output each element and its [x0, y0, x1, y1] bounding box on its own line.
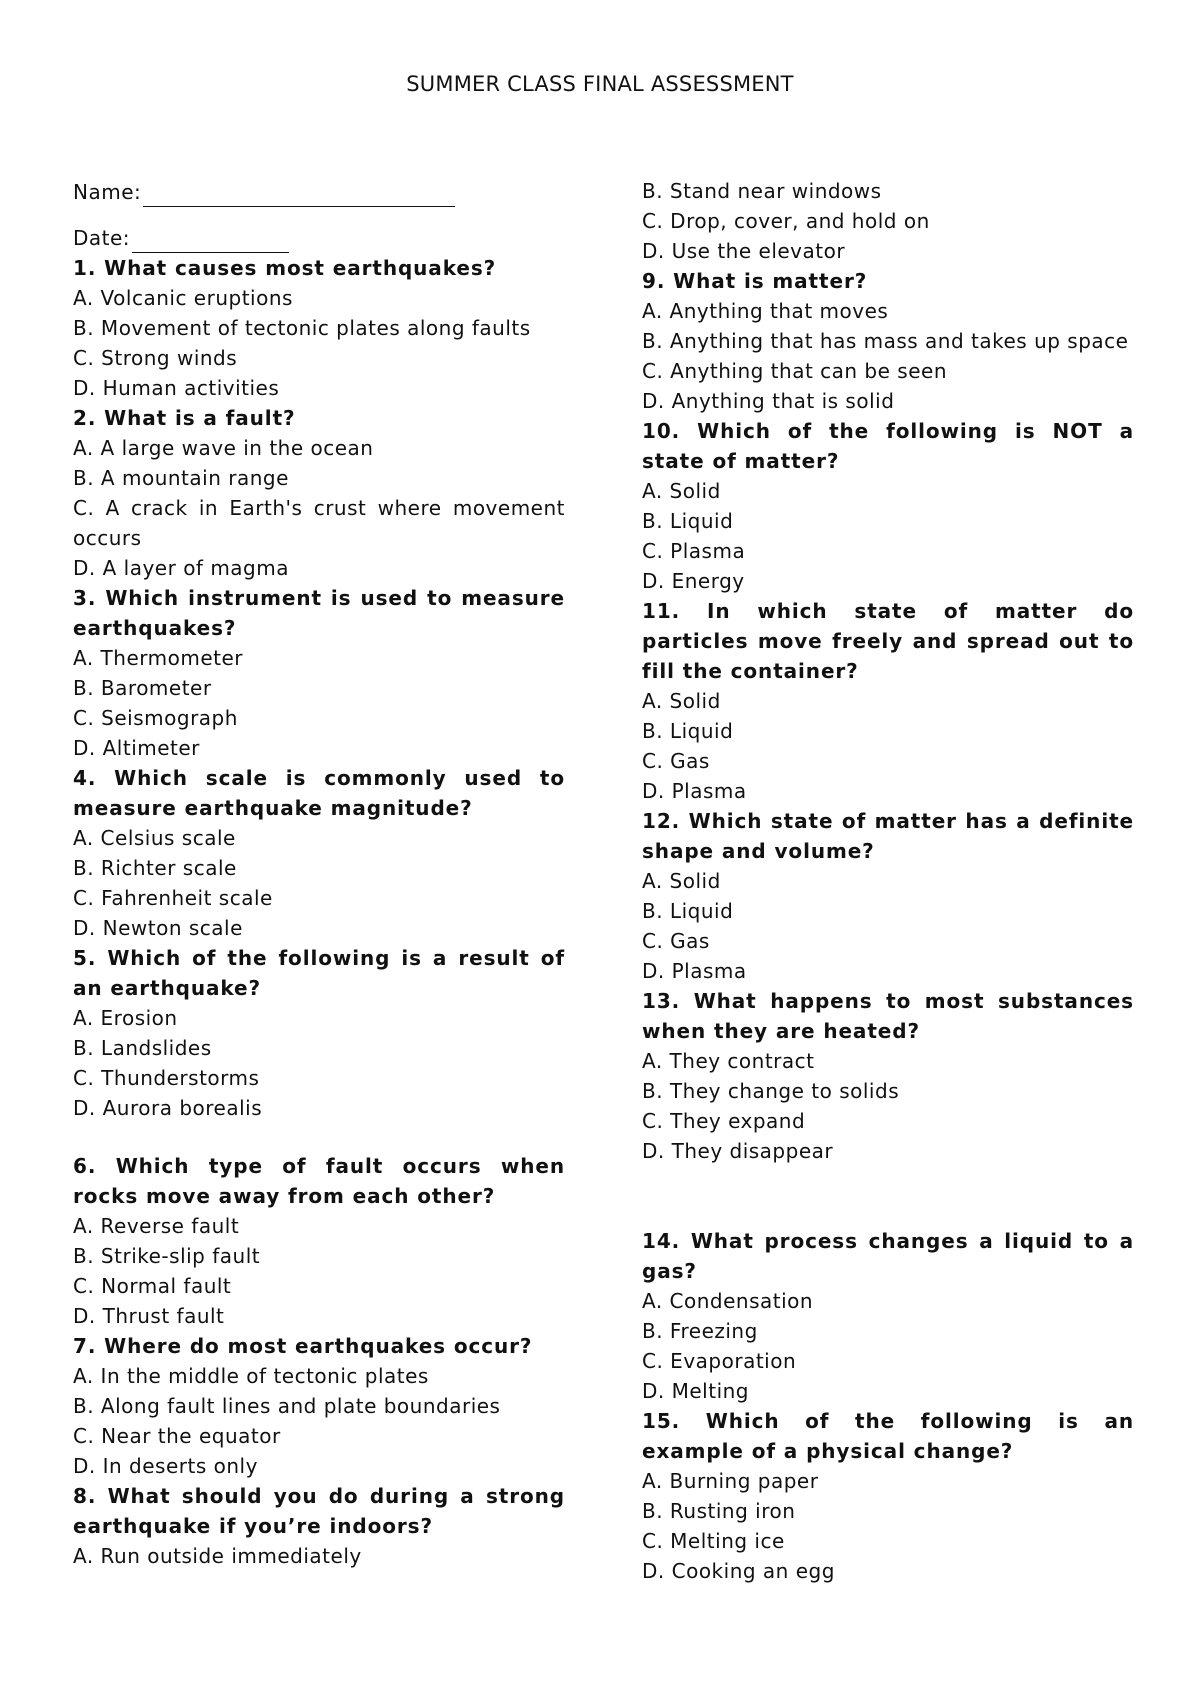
answer-option: C. Gas	[642, 749, 710, 773]
left-column	[73, 161, 565, 1571]
answer-option: A. Reverse fault	[73, 1214, 240, 1238]
answer-option: D. Cooking an egg	[642, 1559, 835, 1583]
answer-option: D. Newton scale	[73, 916, 243, 940]
answer-option: B. Liquid	[642, 509, 734, 533]
answer-option: B. Stand near windows	[642, 179, 882, 203]
question-block	[73, 943, 565, 1123]
question-text: 5. Which of the following is a result of an earthquake?	[73, 946, 565, 1000]
answer-option: A. Solid	[642, 689, 721, 713]
answer-option: A. They contract	[642, 1049, 815, 1073]
question-text: 1. What causes most earthquakes?	[73, 256, 497, 280]
name-label: Name:	[73, 180, 142, 204]
answer-option: C. Anything that can be seen	[642, 359, 947, 383]
answer-option: B. Richter scale	[73, 856, 237, 880]
question-text: 12. Which state of matter has a definite shape and volume?	[642, 809, 1134, 863]
answer-option: B. Strike-slip fault	[73, 1244, 261, 1268]
answer-option: C. Melting ice	[642, 1529, 785, 1553]
blank-spacer	[73, 1123, 565, 1151]
date-label: Date:	[73, 226, 131, 250]
answer-option: C. A crack in Earth's crust where movement occurs	[73, 496, 565, 550]
blank-spacer	[642, 1166, 1134, 1226]
answer-option: D. Aurora borealis	[73, 1096, 263, 1120]
answer-option: A. Run outside immediately	[73, 1544, 362, 1568]
question-text: 11. In which state of matter do particles move freely and spread out to fill the container?	[642, 599, 1134, 683]
answer-option: A. Celsius scale	[73, 826, 236, 850]
name-blank-line[interactable]	[143, 184, 455, 207]
answer-option: A. Solid	[642, 869, 721, 893]
answer-option: C. Normal fault	[73, 1274, 232, 1298]
date-field	[73, 207, 565, 253]
answer-option: D. Plasma	[642, 779, 747, 803]
name-field	[73, 161, 565, 207]
question-text: 10. Which of the following is NOT a state of matter?	[642, 419, 1134, 473]
answer-option: B. Liquid	[642, 899, 734, 923]
question-block	[73, 763, 565, 943]
question-block	[642, 596, 1134, 806]
question-block	[642, 1226, 1134, 1406]
question-text: 14. What process changes a liquid to a gas?	[642, 1229, 1134, 1283]
answer-option: A. Burning paper	[642, 1469, 819, 1493]
answer-option: A. Condensation	[642, 1289, 814, 1313]
answer-option: D. A layer of magma	[73, 556, 289, 580]
answer-option: B. Anything that has mass and takes up space	[642, 329, 1129, 353]
answer-option: C. Thunderstorms	[73, 1066, 260, 1090]
answer-option: C. Plasma	[642, 539, 746, 563]
answer-option: A. A large wave in the ocean	[73, 436, 374, 460]
question-text: 8. What should you do during a strong earthquake if you’re indoors?	[73, 1484, 565, 1538]
right-column	[642, 176, 1134, 1586]
question-text: 4. Which scale is commonly used to measure earthquake magnitude?	[73, 766, 565, 820]
answer-option: D. Anything that is solid	[642, 389, 895, 413]
question-block	[73, 253, 565, 403]
answer-option: D. Thrust fault	[73, 1304, 225, 1328]
answer-option: A. Volcanic eruptions	[73, 286, 293, 310]
question-block	[642, 416, 1134, 596]
answer-option: B. Along fault lines and plate boundaries	[73, 1394, 501, 1418]
answer-option: B. Rusting iron	[642, 1499, 796, 1523]
answer-option: D. Use the elevator	[642, 239, 846, 263]
question-text: 9. What is matter?	[642, 269, 868, 293]
answer-option: B. They change to solids	[642, 1079, 900, 1103]
question-text: 3. Which instrument is used to measure earthquakes?	[73, 586, 565, 640]
answer-option: D. Energy	[642, 569, 745, 593]
question-block	[73, 1331, 565, 1481]
answer-option: A. In the middle of tectonic plates	[73, 1364, 429, 1388]
question-text: 15. Which of the following is an example of a physical change?	[642, 1409, 1134, 1463]
answer-option: C. Evaporation	[642, 1349, 797, 1373]
question-block	[642, 266, 1134, 416]
answer-option: D. Altimeter	[73, 736, 200, 760]
answer-option: C. They expand	[642, 1109, 806, 1133]
date-blank-line[interactable]	[132, 230, 289, 253]
question-text: 7. Where do most earthquakes occur?	[73, 1334, 533, 1358]
answer-option: D. Human activities	[73, 376, 280, 400]
answer-option: C. Fahrenheit scale	[73, 886, 273, 910]
question-text: 13. What happens to most substances when they are heated?	[642, 989, 1134, 1043]
answer-option: A. Anything that moves	[642, 299, 889, 323]
answer-option: A. Erosion	[73, 1006, 178, 1030]
question-block	[642, 1406, 1134, 1586]
answer-option: B. A mountain range	[73, 466, 289, 490]
answer-option: C. Seismograph	[73, 706, 238, 730]
answer-option: C. Near the equator	[73, 1424, 281, 1448]
answer-option: D. Plasma	[642, 959, 747, 983]
answer-option: A. Thermometer	[73, 646, 243, 670]
page-title: SUMMER CLASS FINAL ASSESSMENT	[406, 72, 794, 96]
question-block	[73, 1481, 565, 1571]
answer-option: B. Movement of tectonic plates along faults	[73, 316, 531, 340]
question-text: 2. What is a fault?	[73, 406, 296, 430]
question-block	[642, 806, 1134, 986]
question-block	[642, 986, 1134, 1166]
question-block	[73, 1151, 565, 1331]
answer-option: D. In deserts only	[73, 1454, 258, 1478]
answer-option: B. Landslides	[73, 1036, 212, 1060]
answer-option: C. Strong winds	[73, 346, 238, 370]
question-block	[73, 403, 565, 583]
question-text: 6. Which type of fault occurs when rocks move away from each other?	[73, 1154, 565, 1208]
answer-option: D. They disappear	[642, 1139, 834, 1163]
question-block	[73, 583, 565, 763]
answer-option: A. Solid	[642, 479, 721, 503]
answer-option: C. Drop, cover, and hold on	[642, 209, 930, 233]
question-continuation	[642, 176, 1134, 266]
answer-option: B. Barometer	[73, 676, 212, 700]
answer-option: B. Liquid	[642, 719, 734, 743]
answer-option: C. Gas	[642, 929, 710, 953]
answer-option: B. Freezing	[642, 1319, 758, 1343]
answer-option: D. Melting	[642, 1379, 750, 1403]
